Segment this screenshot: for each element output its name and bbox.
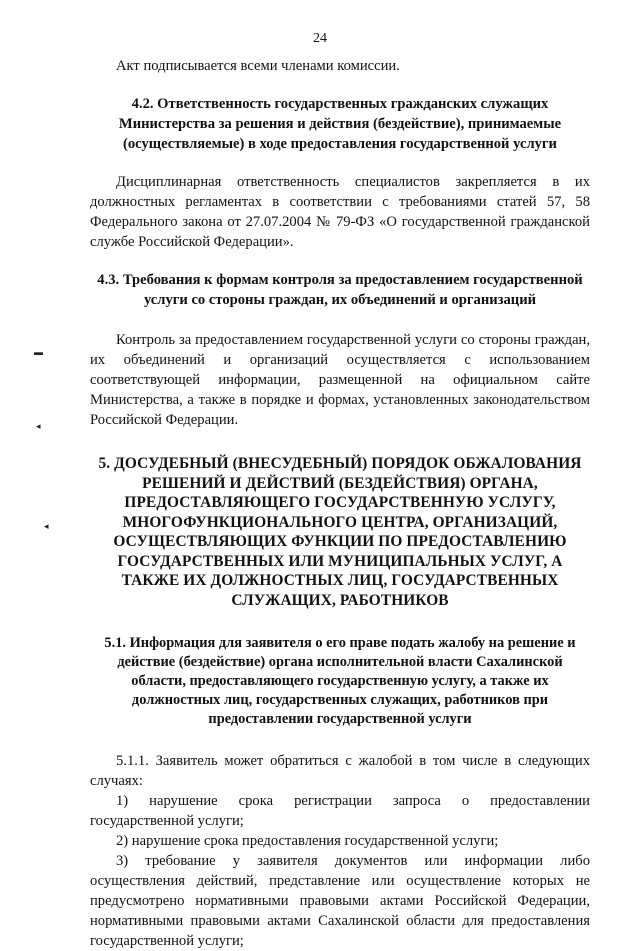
page-number: 24 <box>313 31 327 46</box>
lead-paragraph: Акт подписывается всеми членами комиссии. <box>116 58 400 74</box>
margin-dash-mark: ▬ <box>34 347 43 357</box>
section-5-heading: 5. ДОСУДЕБНЫЙ (ВНЕСУДЕБНЫЙ) ПОРЯДОК ОБЖАЛОВАНИЯ РЕШЕНИЙ И ДЕЙСТВИЙ (БЕЗДЕЙСТВИЯ) ОРГАНА, ПРЕДОСТАВЛЯЮЩЕГО ГОСУДАРСТВЕННУЮ УСЛУГУ, МНОГОФУНКЦИОНАЛЬНОГО ЦЕНТРА, ОРГАНИЗАЦИЙ, ОСУЩЕСТВЛЯЮЩИХ ФУНКЦИИ ПО ПРЕДОСТАВЛЕНИЮ ГОСУДАРСТВЕННЫХ ИЛИ МУНИЦИПАЛЬНЫХ УСЛУГ, А ТАКЖЕ ИХ ДОЛЖНОСТНЫХ ЛИЦ, ГОСУДАРСТВЕННЫХ СЛУЖАЩИХ, РАБОТНИКОВ <box>98 455 582 609</box>
section-4-3-heading: 4.3. Требования к формам контроля за предоставлением государственной услуги со стороны граждан, их объединений и организаций <box>97 272 583 308</box>
section-4-3-paragraph: Контроль за предоставлением государственной услуги со стороны граждан, их объединений и организаций осуществляется с использованием соответствующей информации, размещенной на официальном сайте Министерства, а также в порядке и формах, установленных законодательством Российской Федерации. <box>90 332 590 428</box>
section-4-2-heading: 4.2. Ответственность государственных гражданских служащих Министерства за решения и действия (бездействие), принимаемые (осуществляемые) в ходе предоставления государственной услуги <box>118 96 562 152</box>
list-item-2: 2) нарушение срока предоставления государственной услуги; <box>116 833 499 849</box>
page-content <box>90 56 590 951</box>
margin-arrow-mark: ◂ <box>44 521 49 531</box>
margin-arrow-mark: ◂ <box>36 421 41 431</box>
section-4-2-paragraph: Дисциплинарная ответственность специалистов закрепляется в их должностных регламентах в соответствии с требованиями статей 57, 58 Федерального закона от 27.07.2004 № 79-ФЗ «О государственной гражданской службе Российской Федерации». <box>90 174 590 250</box>
list-item-3: 3) требование у заявителя документов или информации либо осуществления действий, представление или осуществление которых не предусмотрено нормативными правовыми актами Российской Федерации, нормативными правовыми актами Сахалинской области для предоставления государственной услуги; <box>90 853 590 949</box>
list-item-1: 1) нарушение срока регистрации запроса о предоставлении государственной услуги; <box>90 793 590 829</box>
section-5-1-heading: 5.1. Информация для заявителя о его праве подать жалобу на решение и действие (бездействие) органа исполнительной власти Сахалинской области, предоставляющего государственную услугу, а также их должностных лиц, государственных служащих, работников при предоставлении государственной услуги <box>104 635 576 727</box>
section-5-1-1-intro: 5.1.1. Заявитель может обратиться с жалобой в том числе в следующих случаях: <box>90 753 590 789</box>
